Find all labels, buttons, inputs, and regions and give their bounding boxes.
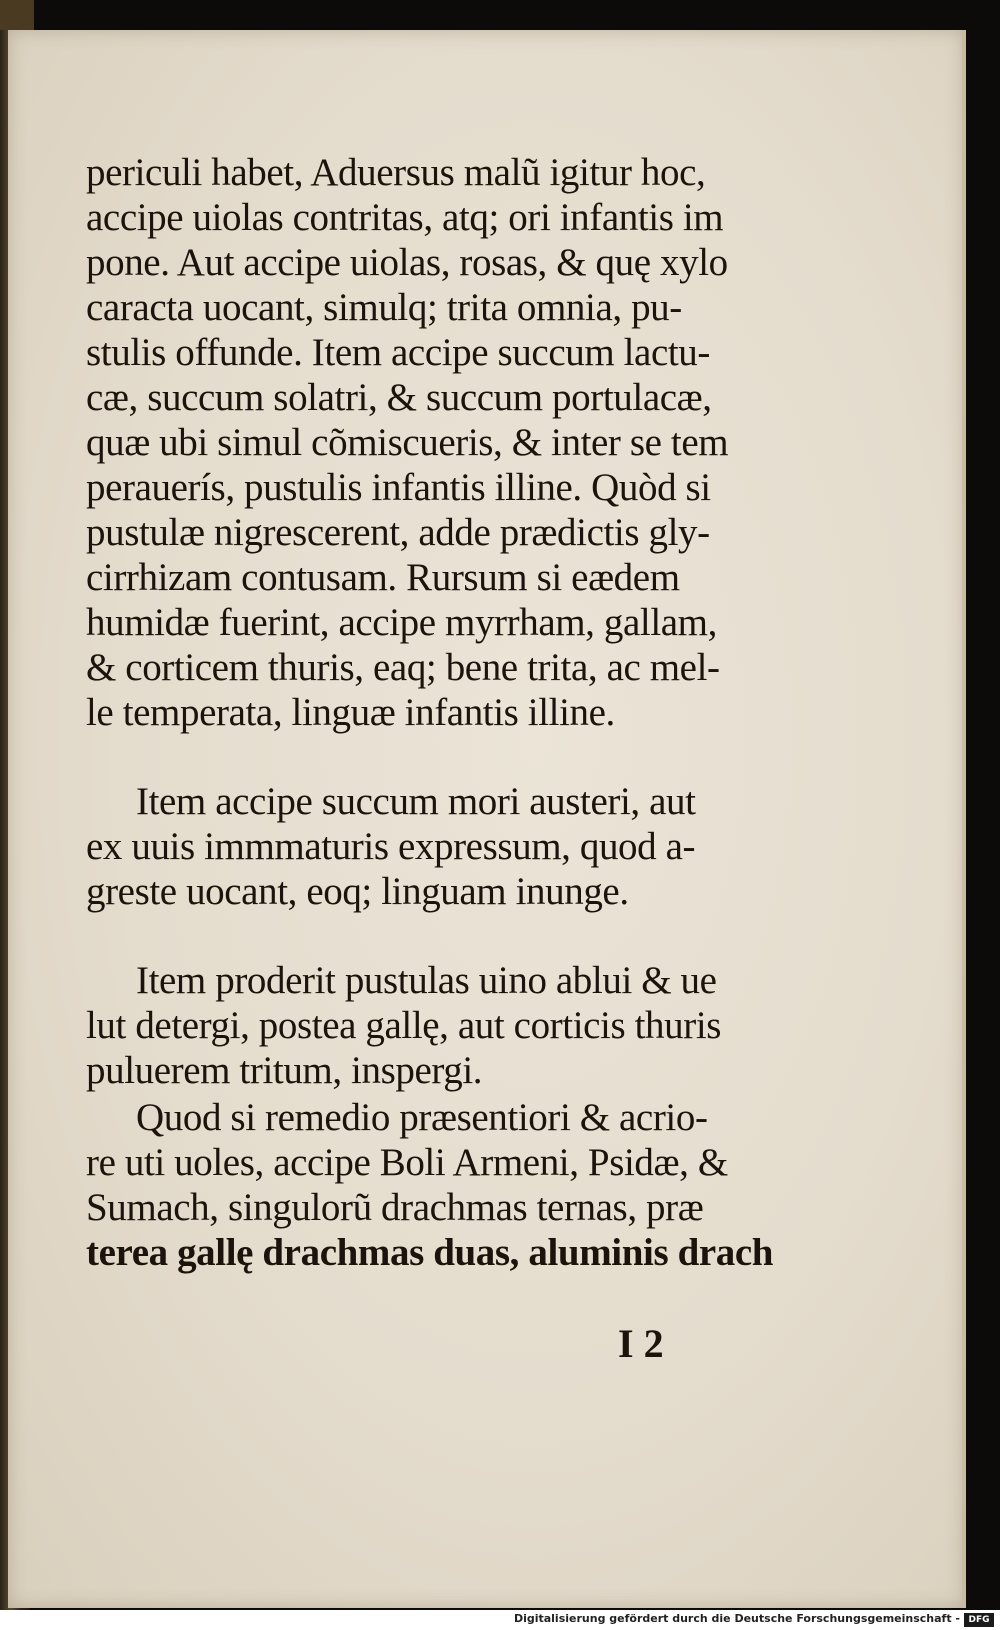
text-line: cæ, succum solatri, & succum portulacæ, bbox=[86, 376, 712, 419]
text-line: puluerem tritum, inspergi. bbox=[86, 1049, 483, 1092]
text-line: periculi habet, Aduersus malũ igitur hoc, bbox=[86, 151, 706, 194]
text-line: stulis offunde. Item accipe succum lactu- bbox=[86, 331, 710, 374]
text-line: caracta uocant, simulq; trita omnia, pu- bbox=[86, 286, 682, 329]
text-line: greste uocant, eoq; linguam inunge. bbox=[86, 870, 629, 913]
text-line: accipe uiolas contritas, atq; ori infantis im bbox=[86, 196, 724, 239]
dfg-logo: DFG bbox=[964, 1613, 994, 1627]
text-line: pone. Aut accipe uiolas, rosas, & quę xylo bbox=[86, 241, 728, 284]
book-binding-tab bbox=[0, 0, 34, 30]
text-line: quæ ubi simul cõmiscueris, & inter se tem bbox=[86, 421, 729, 464]
page-text bbox=[86, 150, 786, 1275]
paragraph-gap bbox=[86, 914, 786, 958]
text-line: Item accipe succum mori austeri, aut bbox=[136, 780, 696, 823]
text-line: ex uuis immmaturis expressum, quod a- bbox=[86, 825, 696, 868]
footer-bar bbox=[0, 1610, 1000, 1630]
text-line: cirrhizam contusam. Rursum si eædem bbox=[86, 556, 680, 599]
text-line: perauerís, pustulis infantis illine. Quòd si bbox=[86, 466, 711, 509]
text-line: pustulæ nigrescerent, adde prædictis gly- bbox=[86, 511, 710, 554]
text-line: re uti uoles, accipe Boli Armeni, Psidæ, & bbox=[86, 1141, 728, 1184]
page-edge bbox=[962, 30, 966, 1608]
text-line: Item proderit pustulas uino ablui & ue bbox=[136, 959, 717, 1002]
text-line: terea gallę drachmas duas, aluminis drach bbox=[86, 1231, 774, 1274]
text-line: le temperata, linguæ infantis illine. bbox=[86, 691, 615, 734]
text-line: & corticem thuris, eaq; bene trita, ac mel- bbox=[86, 646, 720, 689]
text-line: Quod si remedio præsentiori & acrio- bbox=[136, 1096, 708, 1139]
text-line: lut detergi, postea gallę, aut corticis thuris bbox=[86, 1004, 722, 1047]
signature-mark: I 2 bbox=[618, 1321, 664, 1366]
paragraph-gap bbox=[86, 735, 786, 779]
footer-credit: Digitalisierung gefördert durch die Deutsche Forschungsgemeinschaft - bbox=[513, 1612, 960, 1625]
text-line: Sumach, singulorũ drachmas ternas, præ bbox=[86, 1186, 704, 1229]
text-line: humidæ fuerint, accipe myrrham, gallam, bbox=[86, 601, 717, 644]
